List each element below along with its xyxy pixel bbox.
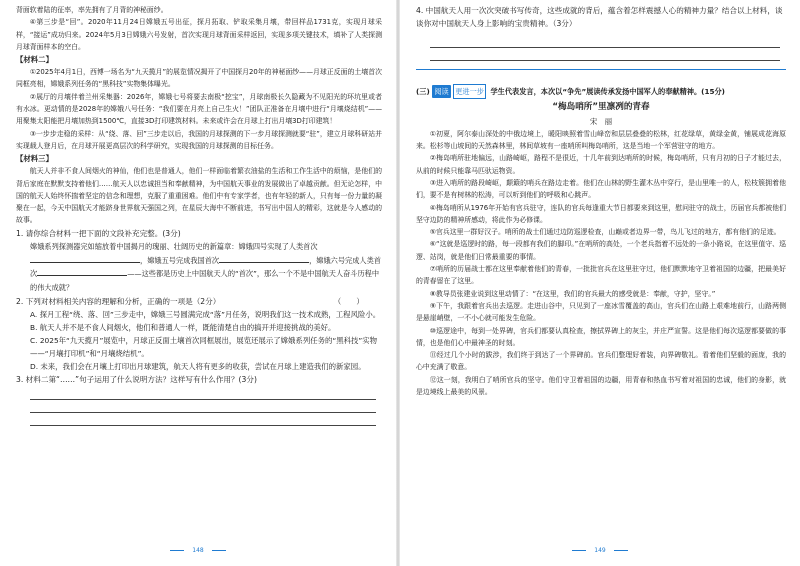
article-paragraph: ⑨下午，我跟着官兵出去巡逻。走进山谷中，只见到了一座冰雪覆盖的高山，官兵们在山路上艰难地前行，山路两侧是悬崖峭壁，一不小心就可能发生危险。 (416, 301, 786, 323)
question-2-answer-parentheses[interactable]: （ ） (333, 296, 364, 306)
article-paragraph: ⑧教导员张建业说到这里动情了：“在这里，我们的官兵最大的感受就是：奉献，守护，坚守。” (429, 289, 716, 298)
article-paragraph: ⑤官兵这里一群好汉子。哨所的战士们通过边防巡逻检查，山巅或者边界一带，鸟儿飞过的地方，都有他们的足迹。 (429, 228, 781, 237)
section-index: (三) (416, 86, 430, 96)
question-2 (16, 295, 382, 308)
section-title: 学生代表发言，本次以“争先”展读传承发扬中国军人的奉献精神。(15分) (490, 86, 725, 96)
article-title: “梅岛哨所”里凛冽的青春 (552, 101, 650, 112)
section-divider (416, 69, 786, 70)
q1-sentence-3: ，嫦娥六号完成人类首次 (30, 255, 381, 279)
material3-heading: 【材料三】 (16, 154, 53, 164)
article-paragraph: ④梅岛哨所从1976年开始有官兵驻守，连队的官兵每逢重大节日都要来到这里，慰问驻守的战士，历届官兵都被他们坚守边防的精神所感动，将此作为必修课。 (416, 203, 786, 224)
q4-answer-line-1[interactable] (430, 35, 780, 48)
section-3-heading (416, 84, 786, 99)
page-number-right: 149 (400, 547, 800, 554)
article-paragraph: ⑦哨所的历届战士都在这里奉献着他们的青春，一批批官兵在这里驻守过，他们默默地守卫着祖国的边疆，把最美好的青春留在了这里。 (416, 265, 786, 286)
material1-paragraph-4: ④第三步是“回”。2020年11月24日嫦娥五号出征，探月拓取、铲取采集月壤，带回样品1731克，实现月球采样，“接运”成功归来。2024年5月3日嫦娥六号发射，首次实现月球背面采样返回，实现多项关键技术，填补了人类探测月球背面样本的空白。 (16, 18, 382, 51)
q1-blank-1[interactable] (30, 254, 140, 263)
q1-blank-3[interactable] (37, 267, 127, 276)
q3-answer-line-1[interactable] (30, 387, 376, 400)
article-paragraph: ⑪经过几个小时的跋涉，我们终于到达了一个界碑前。官兵们整理好着装，向界碑敬礼。看着他们坚毅的面庞，我的心中充满了敬意。 (416, 351, 786, 372)
right-page (400, 0, 800, 566)
q4-answer-line-2[interactable] (430, 48, 780, 61)
question-4: 4. 中国航天人用一次次突破书写传奇，这些成就的背后，蕴含着怎样震撼人心的精神力量？结合以上材料，谈谈你对中国航天人身上影响的宝贵精神。（3分） (416, 6, 783, 29)
question-2-option-b[interactable]: B. 航天人并不是不食人间烟火，他们和普通人一样，既能清楚自由的搞开并迎接挑战的美好。 (30, 323, 336, 333)
q1-sentence-4: ——这些都是历史上中国航天人的“首次”，那么一个不是中国航天人奋斗历程中的伟大成就？ (30, 269, 380, 292)
question-1-fill-text (16, 240, 382, 294)
article-paragraph: ③进入哨所的路段崎岖，颠簸的哨兵在路边走着。他们在山林的野生灌木丛中穿行，是山里唯一的人，松枝簇拥着他们，要不是有树林的松涛，可以听到他们的呼吸和心跳声。 (416, 179, 786, 200)
material3-paragraph-1: 航天人并非不食人间烟火的神仙，他们也是普通人，他们一样面临着繁衣油盐的生活和工作生活中的烦恼，是他们的背后家庭在默默支持着他们……航天人以忠诚担当和奉献精神，为中国航天事业的发展做出了卓越贡献。但无论怎样，中国的航天人始终怀揣着坚定的信念和理想，克服了重重困难。他们中有专家学者，也有年轻的新人，只有每一份力量的凝聚在一起，今天中国航天才能跻身世界航天强国之列，在星辰大海中不断前进，书写出中国人的精彩，这就是今人感动的故事。 (16, 167, 382, 225)
q3-answer-line-3[interactable] (30, 413, 376, 426)
question-2-option-d[interactable]: D. 未来，我们会在月壤上打印出月球建筑，航天人将有更多的收获，尝试在月球上建造我们的新家园。 (30, 362, 366, 372)
advance-tag: 更进一步 (453, 84, 486, 99)
reading-tag: 阅读 (434, 86, 449, 96)
article-paragraph: ②梅岛哨所驻地偏远，山路崎岖，路程不是很近，十几年前到达哨所的时候，梅岛哨所，只有月初的日子才能过去，从前的时候只能靠马匹驮运物资。 (416, 154, 786, 175)
material2-paragraph-2: ②展厅的月壤伴着兰州采集器：2026年，嫦娥七号将要去南极“挖宝”，月球南极长久隐藏为不见阳光的环坑里或者有水冰。更动情的是2028年的嫦娥八号任务：“我们要在月亮上自己生火！”团队正准备在月壤中进行“月壤烧结机”——用聚集太阳能把月壤加热到1500℃，直接3D打印建筑材料。未来或许会在月球上打出月壤3D打印建筑！ (16, 92, 382, 126)
article-author: 宋 丽 (589, 116, 613, 126)
question-3: 3. 材料二第“……”句子运用了什么说明方法？这样写有什么作用？(3分) (16, 375, 257, 385)
question-1: 1. 请你综合材料一把下面的文段补充完整。(3分) (16, 228, 181, 238)
page-number-left: 148 (0, 547, 396, 554)
article-paragraph: ⑫这一刻，我明白了哨所官兵的坚守。他们守卫着祖国的边疆，用青春和热血书写着对祖国的忠诚，他们的身影，就是边境线上最美的风景。 (416, 375, 786, 397)
material2-heading: 【材料二】 (16, 55, 53, 65)
q1-sentence-2: ，嫦娥五号完成我国首次 (140, 255, 220, 265)
question-2-text: 2. 下列对材料相关内容的理解和分析，正确的一项是（2分） (16, 296, 221, 306)
q1-sentence-1: 嫦娥系列探测器完如缩放着中国揭月的瑰丽、壮阔历史的新篇章：嫦娥四号实现了人类首次 (30, 242, 318, 252)
article-paragraph: ⑥“这就是巡逻时的路，每一段都有我们的脚印。”在哨所的高处，一个老兵指着不远处的一条小路说，在这里值守、巡逻、站岗，就是他们日常最重要的事情。 (416, 240, 786, 261)
question-2-option-a[interactable]: A. 探月工程“绕、落、回”三步走中，嫦娥三号圆满完成“落”月任务，说明我们这一技术成熟，工程风险小。 (30, 309, 381, 319)
article-paragraph: ①初夏，阿尔泰山深处的中俄边境上，暖阳映照着雪山峰峦和层层叠叠的松林，红花绿草，黄绿金黄，铺展成花海原来。松杉等山坡间的天然森林里，林间草坡有一座哨所叫梅岛哨所，这是当地一个军营驻守的地方。 (416, 129, 786, 151)
q1-blank-2[interactable] (219, 254, 309, 263)
question-2-option-c[interactable]: C. 2025年“九天揽月”展览中，月球正反面土壤首次同框展出，展览还展示了嫦娥系列任务的“黑科技”实物——“月壤打印机”和“月壤烧结机”。 (30, 336, 378, 359)
material2-paragraph-1: ①2025年4月1日，西博一场名为“九天揽月”的展览情况揭开了中国探月20年的神秘面纱——月球正反面的土壤首次同框亮相，嫦娥系列任务的“黑科技”实物集体曝光。 (16, 68, 382, 89)
intro-paragraph-end: 背面软着陆的征率，率先拥有了月背的神秘面纱。 (16, 6, 168, 14)
left-page (0, 0, 396, 566)
q3-answer-line-2[interactable] (30, 400, 376, 413)
material2-paragraph-3: ③一步步走稳的采样：从“绕、落、回”三步走以后，我国的月球探测的下一步月球探测就要“驻”，建立月球科研站并实现载人登月后，在月球开展更高层次的科学研究，实现我国的月球探测的目标任务。 (16, 129, 382, 150)
article-paragraph: ⑩巡逻途中，每到一处界碑，官兵们都要认真检查，擦拭界碑上的灰尘，并庄严宣誓。这是他们每次巡逻都要做的事情，也是他们心中最神圣的时刻。 (416, 326, 786, 347)
